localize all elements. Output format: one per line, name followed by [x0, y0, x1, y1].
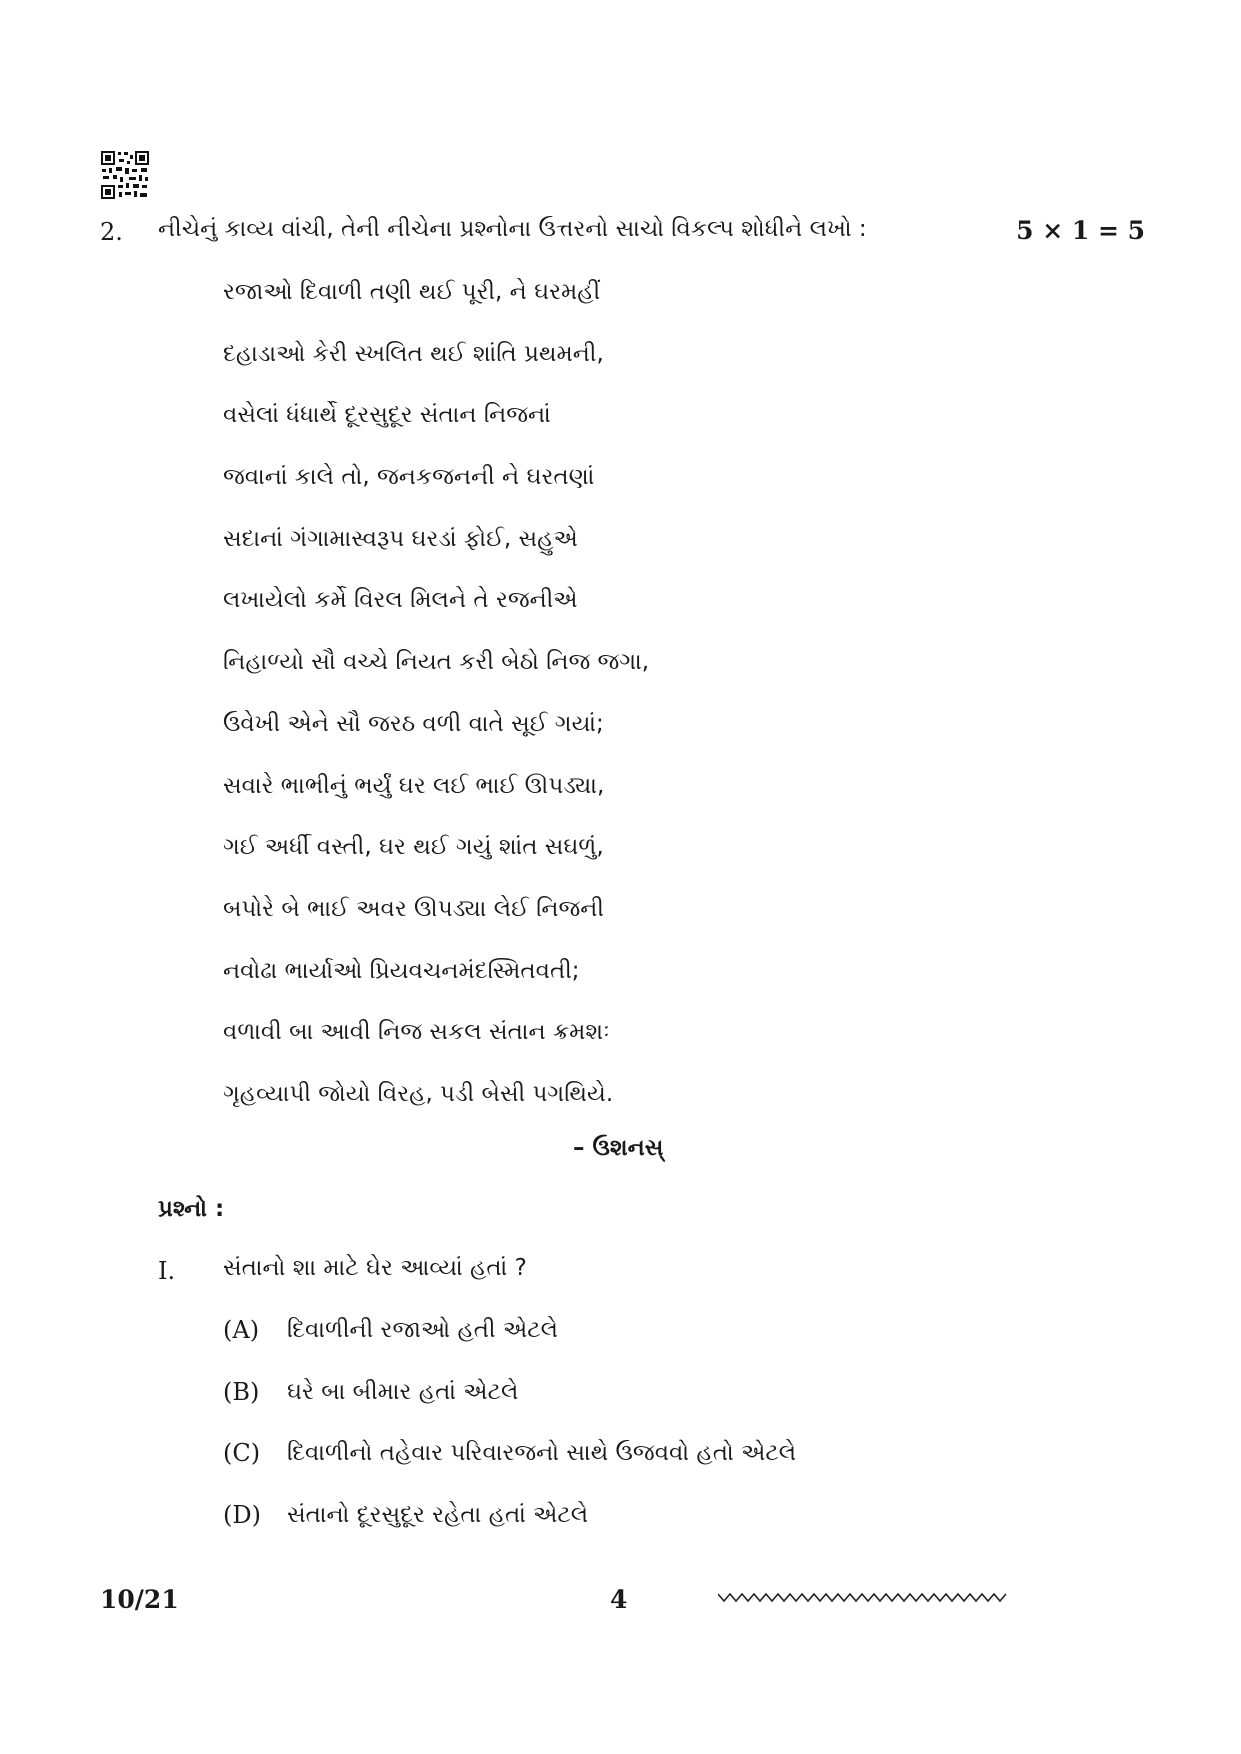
option-a — [223, 1310, 796, 1372]
option-d — [223, 1495, 796, 1557]
option-label: (C) — [223, 1439, 261, 1467]
poem-line: રજાઓ દિવાળી તણી થઈ પૂરી, ને ઘરમહીં — [223, 279, 601, 305]
option-text: દિવાળીનો તહેવાર પરિવારજનો સાથે ઉજવવો હતો એટલે — [287, 1440, 797, 1466]
page-number: 4 — [610, 1585, 628, 1614]
wavy-line-icon — [718, 1590, 1008, 1604]
option-text: સંતાનો દૂરસુદૂર રહેતા હતાં એટલે — [287, 1501, 589, 1528]
option-text: દિવાળીની રજાઓ હતી એટલે — [287, 1317, 558, 1343]
option-label: (A) — [223, 1316, 260, 1344]
poem-author: – ઉશનસ્ — [573, 1135, 664, 1161]
option-text: ઘરે બા બીમાર હતાં એટલે — [287, 1378, 519, 1405]
question-marks: 5 × 1 = 5 — [1016, 216, 1145, 245]
option-label: (B) — [223, 1377, 260, 1406]
questions-heading: પ્રશ્નો : — [158, 1196, 225, 1222]
poem-line: ઉવેખી એને સૌ જરઠ વળી વાતે સૂઈ ગયાં; — [223, 710, 604, 737]
poem-line: દહાડાઓ કેરી સ્ખલિત થઈ શાંતિ પ્રથમની, — [223, 340, 604, 367]
poem-line: સદાનાં ગંગામાસ્વરૂપ ઘરડાં ફોઈ, સહુએ — [223, 525, 578, 552]
poem-line: વળાવી બા આવી નિજ સકલ સંતાન ક્રમશઃ — [223, 1019, 610, 1046]
poem-line: ગૃહવ્યાપી જોયો વિરહ, પડી બેસી પગથિયે. — [223, 1080, 614, 1107]
poem-line: ગઈ અર્ધી વસ્તી, ઘર થઈ ગયું શાંત સઘળું, — [223, 834, 604, 861]
question-instruction: નીચેનું કાવ્ય વાંચી, તેની નીચેના પ્રશ્નોના ઉત્તરનો સાચો વિકલ્પ શોધીને લખો : — [158, 216, 867, 242]
poem-line: નવોઢા ભાર્યાઓ પ્રિયવચનમંદસ્મિતવતી; — [223, 957, 580, 984]
option-b — [223, 1372, 796, 1434]
subquestion-number: I. — [158, 1257, 176, 1285]
poem-line: નિહાળ્યો સૌ વચ્ચે નિયત કરી બેઠો નિજ જગા, — [223, 649, 650, 676]
poem-line: વસેલાં ધંધાર્થે દૂરસુદૂર સંતાન નિજનાં — [223, 402, 551, 429]
answer-options — [223, 1310, 796, 1556]
option-label: (D) — [223, 1500, 261, 1529]
question-number: 2. — [100, 218, 123, 246]
poem-line: જવાનાં કાલે તો, જનકજનની ને ઘરતણાં — [223, 464, 595, 491]
qr-code-icon — [100, 150, 150, 200]
poem-line: લખાયેલો કર્મે વિરલ મિલને તે રજનીએ — [223, 587, 578, 614]
subquestion-text: સંતાનો શા માટે ઘેર આવ્યાં હતાં ? — [223, 1255, 527, 1281]
poem — [223, 272, 649, 1136]
poem-line: સવારે ભાભીનું ભર્યું ઘર લઈ ભાઈ ઊપડ્યા, — [223, 772, 605, 799]
paper-code: 10/21 — [100, 1585, 179, 1614]
poem-line: બપોરે બે ભાઈ અવર ઊપડ્યા લેઈ નિજની — [223, 895, 604, 922]
option-c — [223, 1433, 796, 1495]
